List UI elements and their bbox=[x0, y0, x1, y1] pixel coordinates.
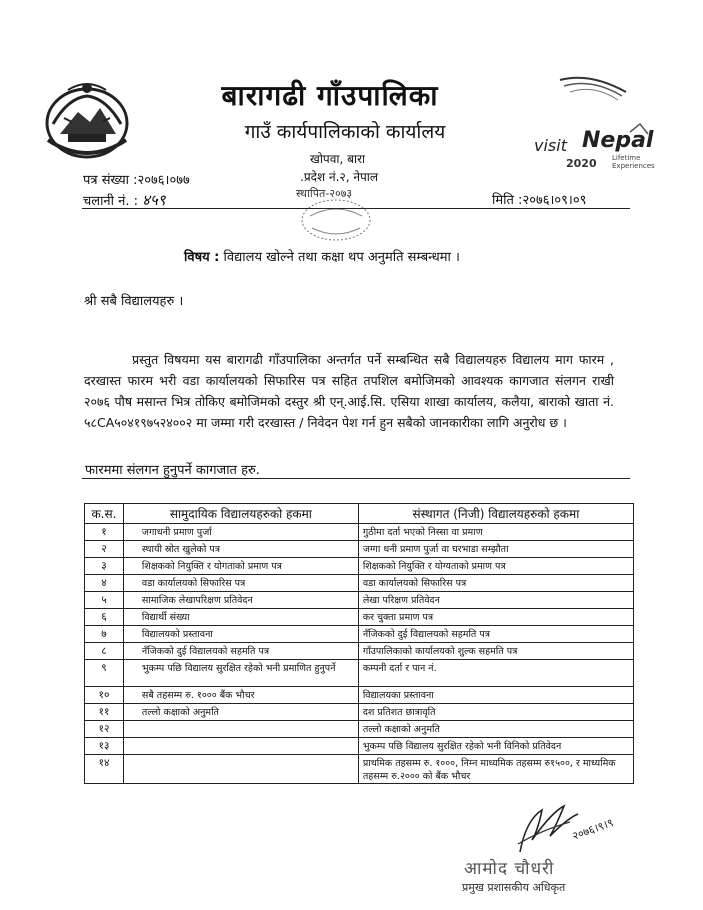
private-cell: कर चुक्ता प्रमाण पत्र bbox=[358, 609, 633, 626]
visit-nepal-tagline-1: Lifetime bbox=[612, 154, 641, 162]
serial-cell: ३ bbox=[85, 558, 124, 575]
signatory-name: आमोद चौधरी bbox=[464, 859, 555, 879]
private-cell: लेखा परिक्षण प्रतिवेदन bbox=[358, 592, 633, 609]
community-cell bbox=[123, 738, 358, 755]
table-row bbox=[85, 575, 634, 592]
table-row bbox=[85, 592, 634, 609]
table-row bbox=[85, 643, 634, 660]
dispatch-label: चलानी नं. : bbox=[83, 194, 139, 209]
visit-nepal-name: Nepal bbox=[582, 128, 654, 153]
signatory-title: प्रमुख प्रशासकीय अधिकृत bbox=[462, 881, 566, 894]
column-header-serial: क.स. bbox=[85, 504, 124, 524]
private-cell: दश प्रतिशत छात्रावृति bbox=[358, 704, 633, 721]
community-cell bbox=[123, 755, 358, 784]
table-row bbox=[85, 609, 634, 626]
community-cell: विद्यार्थी संख्या bbox=[123, 609, 358, 626]
community-cell: सबै तहसम्म रु. १००० बैंक भौचर bbox=[123, 687, 358, 704]
community-cell: विद्यालयको प्रस्तावना bbox=[123, 626, 358, 643]
private-cell: शिक्षकको नियुक्ति र योग्यताको प्रमाण पत्र bbox=[358, 558, 633, 575]
column-header-private: संस्थागत (निजी) विद्यालयहरुको हकमा bbox=[358, 504, 633, 524]
serial-cell: ८ bbox=[85, 643, 124, 660]
column-header-community: सामुदायिक विद्यालयहरुको हकमा bbox=[123, 504, 358, 524]
serial-cell: ९ bbox=[85, 660, 124, 687]
office-subtitle: गाउँ कार्यपालिकाको कार्यालय bbox=[244, 121, 446, 143]
serial-cell: १० bbox=[85, 687, 124, 704]
table-row bbox=[85, 721, 634, 738]
private-cell: गुठीमा दर्ता भएको निस्सा वा प्रमाण bbox=[358, 524, 633, 541]
requirements-table bbox=[84, 503, 634, 784]
private-cell: तल्लो कक्षाको अनुमति bbox=[358, 721, 633, 738]
serial-cell: ६ bbox=[85, 609, 124, 626]
private-cell: कम्पनी दर्ता र पान नं. bbox=[358, 660, 633, 687]
table-row bbox=[85, 626, 634, 643]
table-row bbox=[85, 524, 634, 541]
requirements-heading: फारममा संलगन हुनुपर्ने कागजात हरु. bbox=[85, 463, 260, 478]
community-cell bbox=[123, 721, 358, 738]
date-label: मिति : bbox=[492, 193, 523, 208]
community-cell: सामाजिक लेखापरिक्षण प्रतिवेदन bbox=[123, 592, 358, 609]
private-cell: नँजिकको दुई विद्यालयको सहमति पत्र bbox=[358, 626, 633, 643]
community-cell: शिक्षकको नियुक्ति र योगताको प्रमाण पत्र bbox=[123, 558, 358, 575]
visit-nepal-word: visit bbox=[534, 136, 567, 155]
subject-label: विषय : bbox=[184, 250, 220, 265]
requirements-underline bbox=[82, 478, 630, 479]
visit-nepal-year: 2020 bbox=[566, 157, 597, 170]
reference-label: पत्र संख्या : bbox=[83, 173, 138, 188]
address-line-1: खोपवा, बारा bbox=[310, 152, 366, 166]
table-row bbox=[85, 541, 634, 558]
community-cell: जगाधनी प्रमाण पुर्जा bbox=[123, 524, 358, 541]
table-row bbox=[85, 558, 634, 575]
community-cell: नँजिकको दुई विद्यालयको सहमति पत्र bbox=[123, 643, 358, 660]
table-header-row bbox=[85, 504, 634, 524]
serial-cell: १४ bbox=[85, 755, 124, 784]
signature-date: २०७६।९।९ bbox=[570, 816, 616, 843]
community-cell: स्थायी स्रोत खुलेको पत्र bbox=[123, 541, 358, 558]
table-row bbox=[85, 704, 634, 721]
office-stamp-icon bbox=[296, 196, 374, 246]
salutation: श्री सबै विद्यालयहरु । bbox=[84, 294, 184, 309]
subject-text: विद्यालय खोल्ने तथा कक्षा थप अनुमति सम्बन्धमा । bbox=[223, 250, 460, 265]
table-row bbox=[85, 738, 634, 755]
date-value: २०७६।०९।०९ bbox=[522, 193, 587, 208]
serial-cell: ५ bbox=[85, 592, 124, 609]
letter-date bbox=[492, 190, 586, 208]
private-cell: जग्गा धनी प्रमाण पुर्जा वा घरभाडा सम्झौता bbox=[358, 541, 633, 558]
serial-cell: ७ bbox=[85, 626, 124, 643]
letter-body bbox=[84, 349, 614, 433]
serial-cell: ११ bbox=[85, 704, 124, 721]
reference-number bbox=[83, 170, 190, 188]
established-text: स्थापित-२०७३ bbox=[296, 187, 353, 200]
private-cell: विद्यालयका प्रस्तावना bbox=[358, 687, 633, 704]
letter-body-text: प्रस्तुत विषयमा यस बारागढी गाँउपालिका अन्तर्गत पर्ने सम्बन्धित सबै विद्यालयहरु विद्यालय माग फारम , दरखास्त फारम भरी वडा कार्यालयको सिफारिस पत्र सहित तपशिल बमोजिमको आवश्यक कागजात संलगन राखी २०७६ पौष मसान्त भित्र तोकिए बमोजिमको दस्तुर श्री एन्.आई.सि. एसिया शाखा कार्यालय, कलैया, बाराको खाता नं. ५८CA५०४१९७५२४००२ मा जम्मा गरी दरखास्त / निवेदन पेश गर्न हुन सबैको जानकारीका लागि अनुरोध छ । bbox=[84, 352, 614, 430]
table-row bbox=[85, 660, 634, 687]
table-row bbox=[85, 755, 634, 784]
subject-line bbox=[184, 247, 460, 265]
dispatch-value: ४५९ bbox=[142, 191, 166, 209]
community-cell: भुकम्प पछि विद्यालय सुरक्षित रहेको भनी प्रमाणित हुनुपर्ने bbox=[123, 660, 358, 687]
serial-cell: १२ bbox=[85, 721, 124, 738]
community-cell: वडा कार्यालयको सिफारिस पत्र bbox=[123, 575, 358, 592]
serial-cell: १ bbox=[85, 524, 124, 541]
private-cell: गाँउपालिकाको कार्यालयको शुल्क सहमति पत्र bbox=[358, 643, 633, 660]
table-row bbox=[85, 687, 634, 704]
header-divider bbox=[82, 208, 630, 209]
reference-value: २०७६।०७७ bbox=[137, 173, 190, 188]
serial-cell: ४ bbox=[85, 575, 124, 592]
dispatch-number bbox=[83, 190, 166, 210]
private-cell: वडा कार्यालयको सिफारिस पत्र bbox=[358, 575, 633, 592]
address-line-2: .प्रदेश नं.२, नेपाल bbox=[300, 170, 379, 184]
community-cell: तल्लो कक्षाको अनुमति bbox=[123, 704, 358, 721]
private-cell: प्राथमिक तहसम्म रु. १०००, निम्न माध्यमिक तहसम्म रु१५००, र माध्यमिक तहसम्म रु.२००० को बैंक भौचर bbox=[358, 755, 633, 784]
serial-cell: २ bbox=[85, 541, 124, 558]
visit-nepal-tagline-2: Experiences bbox=[612, 162, 655, 170]
nepal-emblem-icon bbox=[38, 78, 136, 164]
serial-cell: १३ bbox=[85, 738, 124, 755]
signature-mark-icon bbox=[512, 800, 622, 860]
municipality-title: बारागढी गाँउपालिका bbox=[221, 79, 439, 112]
private-cell: भुकम्प पछि विद्यालय सुरक्षित रहेको भनी विनिको प्रतिवेदन bbox=[358, 738, 633, 755]
